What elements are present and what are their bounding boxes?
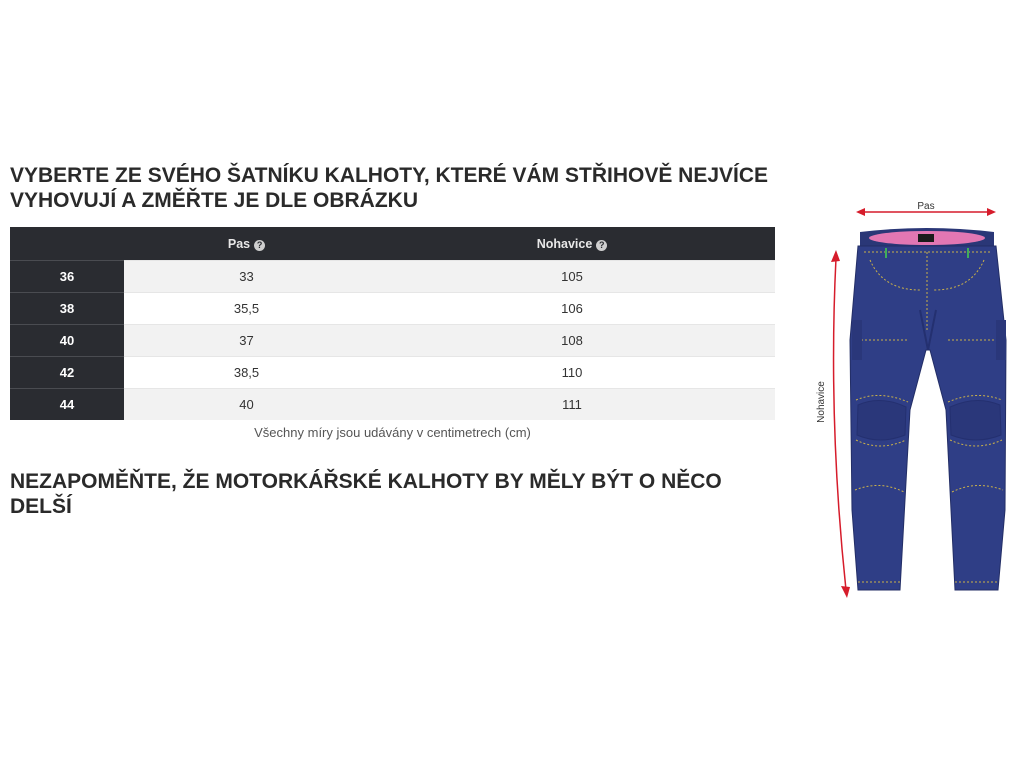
nohavice-cell: 106 xyxy=(369,293,775,325)
size-table xyxy=(10,227,775,420)
header-size xyxy=(10,227,124,261)
nohavice-cell: 111 xyxy=(369,389,775,421)
length-arrow xyxy=(831,250,850,598)
size-cell: 36 xyxy=(10,261,124,293)
waist-label: Pas xyxy=(917,201,935,212)
table-row xyxy=(10,261,775,293)
length-label: Nohavice xyxy=(816,381,827,423)
table-row xyxy=(10,293,775,325)
size-cell: 42 xyxy=(10,357,124,389)
pas-cell: 37 xyxy=(124,325,369,357)
table-header-row xyxy=(10,227,775,261)
header-nohavice xyxy=(369,227,775,261)
heading-longer-trousers: NEZAPOMĚŇTE, ŽE MOTORKÁŘSKÉ KALHOTY BY MĚLY BÝT O NĚCO DELŠÍ xyxy=(10,470,722,518)
trousers-measurement-diagram xyxy=(808,190,1018,600)
heading-select-trousers: VYBERTE ZE SVÉHO ŠATNÍKU KALHOTY, KTERÉ VÁM STŘIHOVĚ NEJVÍCE VYHOVUJÍ A ZMĚŘTE JE DLE OBRÁZKU xyxy=(10,164,769,212)
header-pas xyxy=(124,227,369,261)
units-note: Všechny míry jsou udávány v centimetrech (cm) xyxy=(254,425,531,440)
table-row xyxy=(10,389,775,421)
pas-cell: 35,5 xyxy=(124,293,369,325)
size-cell: 38 xyxy=(10,293,124,325)
pas-cell: 33 xyxy=(124,261,369,293)
nohavice-cell: 108 xyxy=(369,325,775,357)
size-cell: 44 xyxy=(10,389,124,421)
pas-cell: 40 xyxy=(124,389,369,421)
trousers-illustration xyxy=(850,228,1006,590)
nohavice-cell: 110 xyxy=(369,357,775,389)
table-row xyxy=(10,325,775,357)
table-row xyxy=(10,357,775,389)
header-pas-label: Pas xyxy=(227,236,251,251)
pas-cell: 38,5 xyxy=(124,357,369,389)
header-nohavice-label: Nohavice xyxy=(536,236,593,251)
size-cell: 40 xyxy=(10,325,124,357)
question-circle-icon[interactable]: ? xyxy=(254,240,265,251)
nohavice-cell: 105 xyxy=(369,261,775,293)
question-circle-icon[interactable]: ? xyxy=(596,240,607,251)
